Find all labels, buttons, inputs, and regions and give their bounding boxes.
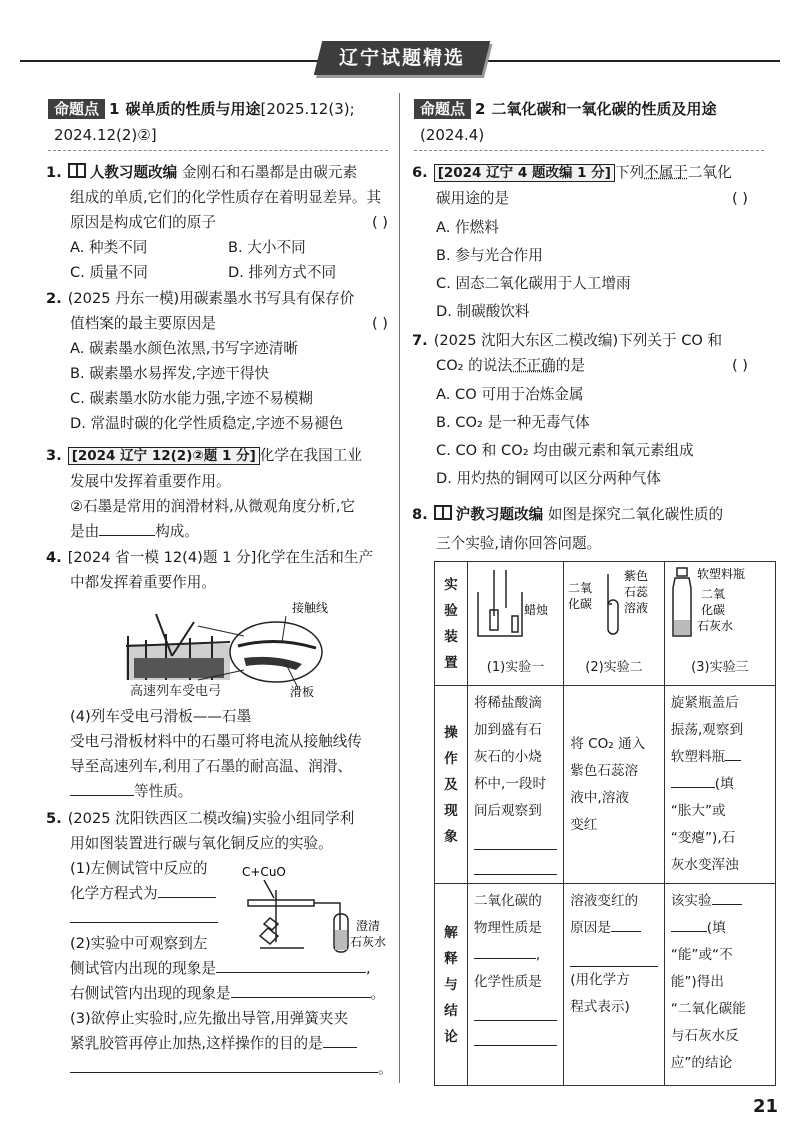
answer-paren[interactable]: ( )	[731, 190, 748, 207]
question-text: (2025 沈阳铁西区二模改编)实验小组同学利	[67, 810, 355, 827]
question-text: 组成的单质,它们的化学性质存在着明显差异。其	[70, 189, 382, 206]
question-2	[46, 286, 388, 436]
topic-tag: 命题点	[48, 99, 105, 119]
question-source: 沪教习题改编	[455, 506, 544, 523]
question-source: 人教习题改编	[89, 164, 178, 181]
answer-paren[interactable]: ( )	[371, 315, 388, 332]
cell-text: 物理性质是	[473, 920, 542, 936]
option-d[interactable]: D. 制碳酸饮料	[436, 303, 530, 320]
answer-blank[interactable]	[671, 772, 715, 788]
cell-text: 加到盛有石	[473, 722, 542, 738]
cell-text: 能”)得出	[670, 974, 724, 990]
cell-text: 原因是	[570, 920, 611, 936]
header-text: 实验	[444, 576, 458, 619]
header-text: 操作	[444, 724, 458, 767]
answer-paren[interactable]: ( )	[731, 357, 748, 374]
answer-blank[interactable]	[725, 745, 741, 761]
plastic-bottle-figure	[669, 564, 765, 644]
topic-underline	[48, 150, 388, 151]
question-text: 构成。	[155, 523, 199, 540]
cell-exp2-figure	[564, 562, 665, 686]
caption-exp3: (3)实验三	[691, 660, 749, 675]
cell-text: “胀大”或	[670, 803, 726, 819]
option-c[interactable]: C. 质量不同	[70, 264, 148, 281]
question-text: (2025 沈阳大东区二模改编)下列关于 CO 和	[433, 332, 723, 349]
table-row-operation	[435, 686, 776, 884]
header-text: 论	[444, 1028, 458, 1045]
cell-text: 振荡,观察到	[670, 722, 744, 738]
question-text: 导至高速列车,利用了石墨的耐高温、润滑、	[70, 758, 352, 775]
option-d[interactable]: D. 用灼热的铜网可以区分两种气体	[436, 470, 661, 487]
option-a[interactable]: A. 种类不同	[70, 239, 148, 256]
option-d[interactable]: D. 常温时碳的化学性质稳定,字迹不易褪色	[70, 415, 344, 432]
option-b[interactable]: B. 碳素墨水易挥发,字迹干得快	[70, 365, 270, 382]
question-7	[412, 328, 748, 491]
answer-blank[interactable]	[474, 943, 536, 959]
cell-text: (填	[706, 920, 726, 936]
cell-text: 液中,溶液	[570, 789, 629, 806]
cell-exp1-explanation: 二氧化碳的 物理性质是 , 化学性质是	[467, 884, 563, 1086]
question-number: 3.	[46, 447, 62, 464]
label-reactant: C+CuO	[242, 865, 286, 879]
cell-text: “变瘪”),石	[670, 830, 736, 846]
section-title: 辽宁试题精选	[338, 47, 465, 69]
caption-exp2: (2)实验二	[585, 660, 643, 675]
question-3	[46, 443, 362, 544]
label-co2-2: 化碳	[568, 597, 593, 611]
answer-blank[interactable]	[671, 916, 707, 932]
carbon-reduction-apparatus	[230, 864, 400, 956]
question-text: 碳用途的是	[436, 190, 509, 207]
cell-text: 紫色石蕊溶	[570, 762, 639, 779]
option-d[interactable]: D. 排列方式不同	[228, 264, 337, 281]
topic-ref: (2024.4)	[420, 126, 485, 144]
question-text: (2)实验中可观察到左	[70, 935, 208, 952]
cell-text: 与石灰水反	[670, 1028, 739, 1044]
answer-blank[interactable]	[611, 916, 641, 932]
topic-2-header	[414, 98, 716, 120]
topic-tag: 命题点	[414, 99, 471, 119]
emphasis-text: 不属于	[644, 164, 688, 181]
answer-blank[interactable]	[570, 942, 658, 967]
header-text: 及现	[444, 776, 458, 819]
question-text: (3)欲停止实验时,应先撤出导管,用弹簧夹夹	[70, 1010, 349, 1027]
row-header-operation	[435, 686, 468, 884]
topic-1-ref-line2	[54, 124, 157, 146]
question-4	[46, 545, 373, 595]
cell-text: 应”的结论	[670, 1055, 733, 1071]
answer-blank[interactable]	[70, 1057, 378, 1073]
label-co2-a: 二氧	[700, 587, 725, 601]
cell-text: 二氧化碳的	[473, 893, 542, 909]
option-c[interactable]: C. CO 和 CO₂ 均由碳元素和氧元素组成	[436, 442, 694, 459]
cell-text: 将 CO₂ 通入	[570, 735, 646, 752]
option-a[interactable]: A. 作燃料	[436, 219, 499, 236]
page-number: 21	[752, 1096, 778, 1117]
option-a[interactable]: A. 碳素墨水颜色浓黑,书写字迹清晰	[70, 340, 298, 357]
label-co2-1: 二氧	[568, 581, 593, 595]
experiment-table	[434, 561, 776, 1086]
question-text: [2024 省一模 12(4)题 1 分]化学在生活和生产	[67, 549, 374, 566]
cell-text: 间后观察到	[473, 803, 542, 819]
answer-blank[interactable]	[70, 907, 218, 923]
answer-blank[interactable]	[323, 1032, 357, 1048]
cell-text: 该实验	[670, 893, 712, 909]
label-slide-plate: 滑板	[290, 685, 315, 699]
question-number: 1.	[46, 164, 62, 181]
label-candle: 蜡烛	[523, 603, 548, 617]
question-text: 化学在我国工业	[259, 447, 362, 464]
question-text: 值档案的最主要原因是	[70, 315, 216, 332]
cell-text: 化学性质是	[473, 974, 542, 990]
answer-blank[interactable]	[712, 889, 742, 905]
option-c[interactable]: C. 碳素墨水防水能力强,字迹不易模糊	[70, 390, 314, 407]
answer-blank[interactable]	[474, 996, 557, 1021]
question-1	[46, 160, 388, 285]
header-text: 装置	[444, 628, 458, 671]
header-text: 象	[444, 828, 458, 845]
question-number: 8.	[412, 506, 428, 523]
question-text: 金刚石和石墨都是由碳元素	[181, 164, 358, 181]
row-header-apparatus	[435, 562, 468, 686]
question-text: 右侧试管内出现的现象是	[70, 985, 231, 1002]
book-icon	[434, 505, 452, 520]
cell-text: 灰水变浑浊	[670, 857, 739, 873]
section-banner	[314, 41, 490, 75]
question-number: 4.	[46, 549, 62, 566]
beaker-candle-figure	[472, 564, 554, 644]
row-header-explanation	[435, 884, 468, 1086]
cell-text: 杯中,一段时	[473, 776, 547, 792]
label-litmus-1: 紫色	[624, 569, 649, 583]
question-text: CO₂ 的说法	[436, 357, 512, 374]
topic-2-ref	[420, 124, 484, 146]
cell-exp3-operation	[664, 686, 775, 884]
question-text: 化学方程式为	[70, 885, 158, 902]
cell-text: 变红	[570, 816, 598, 833]
question-8	[412, 502, 723, 556]
answer-blank[interactable]	[158, 882, 216, 898]
caption-exp1: (1)实验一	[486, 660, 545, 675]
question-text: 如图是探究二氧化碳性质的	[547, 506, 724, 523]
question-text: 三个实验,请你回答问题。	[436, 535, 602, 552]
label-contact-line: 接触线	[292, 601, 329, 615]
label-litmus-2: 石蕊	[624, 585, 649, 599]
question-text: 等性质。	[134, 783, 193, 800]
cell-exp3-explanation	[664, 884, 775, 1086]
question-text: (2025 丹东一模)用碳素墨水书写具有保存价	[67, 290, 355, 307]
answer-blank[interactable]	[70, 780, 134, 796]
question-text: 紧乳胶管再停止加热,这样操作的目的是	[70, 1035, 323, 1052]
question-text: ②石墨是常用的润滑材料,从微观角度分析,它	[70, 498, 356, 515]
cell-exp1-figure	[467, 562, 563, 686]
topic-1-header	[48, 98, 355, 120]
label-lime-2: 石灰水	[350, 935, 387, 949]
label-limewater: 石灰水	[696, 619, 733, 633]
cell-text: 程式表示)	[570, 999, 630, 1015]
cell-text: 旋紧瓶盖后	[670, 695, 739, 711]
question-text: (4)列车受电弓滑板——石墨	[70, 708, 252, 725]
figure-caption: 高速列车受电弓	[130, 684, 222, 699]
cell-text: 软塑料瓶	[670, 749, 726, 765]
question-text: 二氧化	[687, 164, 732, 181]
answer-blank[interactable]	[474, 1021, 557, 1046]
question-6	[412, 160, 748, 324]
cell-text: (用化学方	[570, 972, 630, 988]
cell-text: “二氧化碳能	[670, 1001, 746, 1017]
option-b[interactable]: B. 大小不同	[228, 239, 306, 256]
label-co2-b: 化碳	[700, 603, 725, 617]
question-text: 的是	[555, 357, 585, 374]
label-lime-1: 澄清	[356, 919, 381, 933]
answer-blank[interactable]	[99, 520, 155, 536]
label-litmus-3: 溶液	[624, 601, 649, 615]
question-text: 用如图装置进行碳与氧化铜反应的实验。	[70, 835, 333, 852]
answer-blank[interactable]	[216, 957, 366, 973]
table-row-explanation	[435, 884, 776, 1086]
table-row-apparatus	[435, 562, 776, 686]
question-number: 5.	[46, 810, 62, 827]
question-text: 是由	[70, 523, 100, 540]
header-text: 解释	[444, 924, 458, 967]
label-bottle: 软塑料瓶	[696, 567, 745, 581]
question-number: 2.	[46, 290, 62, 307]
cell-text: “能”或“不	[670, 947, 733, 963]
option-b[interactable]: B. 参与光合作用	[436, 247, 543, 264]
answer-paren[interactable]: ( )	[371, 214, 388, 231]
question-source: [2024 辽宁 4 题改编 1 分]	[434, 164, 615, 182]
litmus-tube-figure	[568, 564, 654, 644]
topic-number: 2	[475, 100, 486, 118]
question-text: 发展中发挥着重要作用。	[70, 473, 231, 490]
book-icon	[68, 163, 86, 178]
answer-blank[interactable]	[231, 982, 371, 998]
question-text: 中都发挥着重要作用。	[70, 574, 216, 591]
option-c[interactable]: C. 固态二氧化碳用于人工增雨	[436, 275, 631, 292]
cell-exp1-operation	[467, 686, 563, 884]
emphasis-text: 不正确	[511, 357, 556, 374]
answer-blank[interactable]	[474, 850, 557, 875]
topic-ref-2: 2024.12(2)②]	[54, 126, 157, 144]
cell-exp3-figure	[664, 562, 775, 686]
topic-underline	[414, 150, 764, 151]
topic-ref: [2025.12(3);	[260, 100, 355, 118]
option-b[interactable]: B. CO₂ 是一种无毒气体	[436, 414, 590, 431]
question-text: (1)左侧试管中反应的	[70, 860, 208, 877]
cell-exp2-explanation	[564, 884, 665, 1086]
question-5: 5. (2025 沈阳铁西区二模改编)实验小组同学利 用如图装置进行碳与氧化铜反应的实验。 (1)左侧试管中反应的 化学方程式为 (2)实验中可观察到左 侧试管内出现的现象是 , 右侧试管内出现的现象是 。 (3)欲停止实验时,应先撤出导管,用弹簧夹夹 紧乳胶管再停止加热,这样操作的目的是 。	[46, 810, 393, 1077]
cell-text: (填	[714, 776, 734, 792]
cell-text: 灰石的小烧	[473, 749, 542, 765]
question-text: 受电弓滑板材料中的石墨可将电流从接触线传	[70, 733, 362, 750]
question-source: [2024 辽宁 12(2)②题 1 分]	[68, 447, 260, 465]
option-a[interactable]: A. CO 可用于冶炼金属	[436, 386, 584, 403]
topic-title: 二氧化碳和一氧化碳的性质及用途	[491, 100, 717, 118]
header-text: 与结	[444, 976, 458, 1019]
topic-number: 1	[109, 100, 120, 118]
question-number: 6.	[412, 164, 428, 181]
answer-blank[interactable]	[474, 825, 557, 850]
question-text: 下列	[614, 164, 645, 181]
cell-exp2-operation	[564, 686, 665, 884]
question-text: 侧试管内出现的现象是	[70, 960, 216, 977]
question-4-body	[46, 704, 362, 804]
cell-text: 将稀盐酸滴	[473, 695, 542, 711]
question-number: 7.	[412, 332, 428, 349]
question-text: 原因是构成它们的原子	[70, 214, 216, 231]
cell-text: 溶液变红的	[570, 893, 639, 909]
topic-title: 碳单质的性质与用途	[125, 100, 261, 118]
